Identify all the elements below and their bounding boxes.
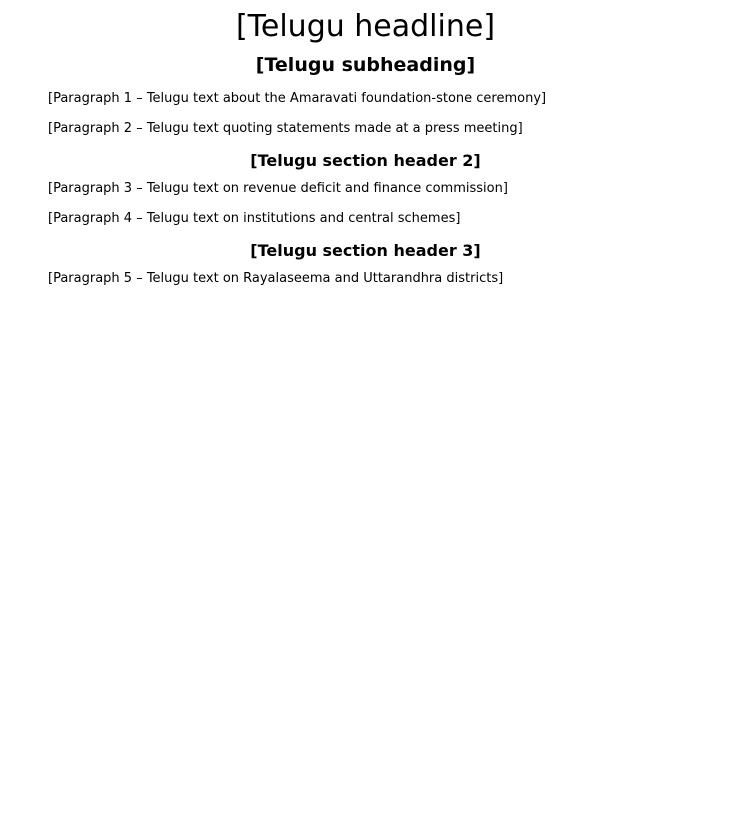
headline: [Telugu headline]	[235, 9, 496, 44]
section-header: [Telugu section header 2]	[250, 151, 481, 170]
paragraph: [Paragraph 1 – Telugu text about the Amaravati foundation-stone ceremony]	[48, 91, 547, 106]
paragraph: [Paragraph 5 – Telugu text on Rayalaseema and Uttarandhra districts]	[48, 271, 504, 286]
paragraph: [Paragraph 2 – Telugu text quoting statements made at a press meeting]	[48, 121, 523, 136]
paragraph: [Paragraph 3 – Telugu text on revenue deficit and finance commission]	[48, 181, 508, 196]
subheading: [Telugu subheading]	[255, 54, 476, 76]
section-header: [Telugu section header 3]	[250, 241, 481, 260]
paragraph: [Paragraph 4 – Telugu text on institutions and central schemes]	[48, 211, 461, 226]
